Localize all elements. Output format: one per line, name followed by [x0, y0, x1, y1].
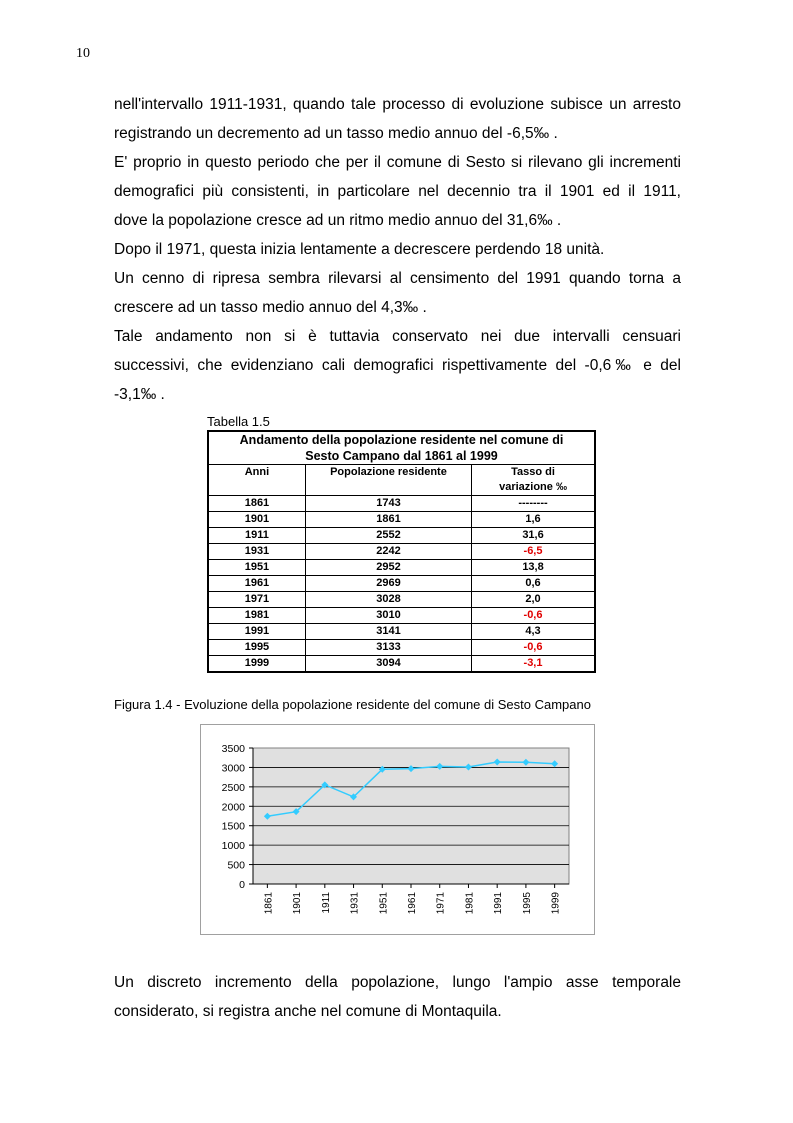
- cell-popolazione: 3141: [305, 624, 471, 640]
- x-tick-label: 1995: [521, 892, 533, 915]
- table-title-line: Sesto Campano dal 1861 al 1999: [305, 449, 498, 463]
- table-title: [208, 431, 595, 465]
- y-tick-label: 0: [239, 879, 245, 891]
- cell-popolazione: 2242: [305, 544, 471, 560]
- cell-anno: 1995: [208, 640, 305, 656]
- cell-popolazione: 3010: [305, 608, 471, 624]
- cell-popolazione: 1743: [305, 496, 471, 512]
- cell-tasso: 0,6: [472, 576, 595, 592]
- closing-paragraph: [114, 968, 681, 1026]
- cell-popolazione: 3094: [305, 656, 471, 673]
- cell-anno: 1911: [208, 528, 305, 544]
- text-line: dove la popolazione cresce ad un ritmo medio annuo del 31,6‰ .: [114, 212, 562, 229]
- population-table: [207, 430, 596, 673]
- y-tick-label: 3500: [221, 743, 245, 755]
- cell-anno: 1861: [208, 496, 305, 512]
- cell-anno: 1901: [208, 512, 305, 528]
- y-tick-label: 2000: [221, 801, 245, 814]
- text-line: considerato, si registra anche nel comune di Montaquila.: [114, 1003, 502, 1020]
- x-tick-label: 1931: [349, 892, 361, 915]
- cell-tasso: -0,6: [472, 608, 595, 624]
- x-tick-label: 1951: [378, 892, 390, 915]
- cell-anno: 1951: [208, 560, 305, 576]
- figure-caption: Figura 1.4 - Evoluzione della popolazione residente del comune di Sesto Campano: [114, 697, 591, 712]
- page-number: 10: [76, 46, 90, 61]
- table-row: [208, 544, 595, 560]
- header-tasso-line: variazione ‰: [499, 481, 567, 493]
- cell-tasso: 2,0: [472, 592, 595, 608]
- text-line: -3,1‰ .: [114, 386, 165, 403]
- cell-anno: 1981: [208, 608, 305, 624]
- cell-popolazione: 3133: [305, 640, 471, 656]
- x-tick-label: 1861: [263, 892, 275, 915]
- table-row: [208, 560, 595, 576]
- table-row: [208, 592, 595, 608]
- cell-anno: 1931: [208, 544, 305, 560]
- header-tasso: [472, 465, 595, 496]
- cell-tasso: 31,6: [472, 528, 595, 544]
- table-header-row: [208, 465, 595, 496]
- y-tick-label: 1000: [221, 840, 245, 853]
- cell-popolazione: 2969: [305, 576, 471, 592]
- table-row: [208, 528, 595, 544]
- cell-anno: 1991: [208, 624, 305, 640]
- table-caption: Tabella 1.5: [207, 414, 270, 429]
- chart-svg: [201, 725, 594, 934]
- x-tick-label: 1901: [292, 892, 304, 915]
- table-row: [208, 576, 595, 592]
- header-tasso-line: Tasso di: [511, 466, 555, 478]
- text-line: successivi, che evidenziano cali demografici rispettivamente del -0,6‰ e del: [114, 357, 681, 374]
- cell-popolazione: 2552: [305, 528, 471, 544]
- table-row: [208, 656, 595, 673]
- cell-tasso: 1,6: [472, 512, 595, 528]
- cell-tasso: 13,8: [472, 560, 595, 576]
- text-line: demografici più consistenti, in particolare nel decennio tra il 1901 ed il 1911,: [114, 183, 681, 200]
- cell-popolazione: 3028: [305, 592, 471, 608]
- cell-popolazione: 1861: [305, 512, 471, 528]
- body-paragraphs: [114, 90, 681, 409]
- x-tick-label: 1961: [407, 892, 418, 915]
- table-row: [208, 640, 595, 656]
- text-line: Un discreto incremento della popolazione, lungo l'ampio asse temporale: [114, 974, 681, 991]
- cell-tasso: -3,1: [472, 656, 595, 673]
- y-tick-label: 1500: [221, 820, 245, 833]
- population-chart: [200, 724, 595, 935]
- cell-tasso: --------: [472, 496, 595, 512]
- x-tick-label: 1971: [435, 892, 447, 915]
- table-title-line: Andamento della popolazione residente nel comune di: [239, 433, 564, 447]
- text-line: Dopo il 1971, questa inizia lentamente a decrescere perdendo 18 unità.: [114, 241, 605, 258]
- cell-anno: 1971: [208, 592, 305, 608]
- text-line: nell'intervallo 1911-1931, quando tale processo di evoluzione subisce un arresto: [114, 96, 681, 113]
- y-tick-label: 2500: [221, 781, 245, 794]
- cell-tasso: -0,6: [472, 640, 595, 656]
- text-line: Tale andamento non si è tuttavia conservato nei due intervalli censuari: [114, 328, 681, 345]
- x-tick-label: 1991: [493, 892, 505, 915]
- header-popolazione: Popolazione residente: [305, 465, 471, 496]
- table-row: [208, 496, 595, 512]
- text-line: registrando un decremento ad un tasso medio annuo del -6,5‰ .: [114, 125, 558, 142]
- text-line: E' proprio in questo periodo che per il comune di Sesto si rilevano gli incrementi: [114, 154, 681, 171]
- table-row: [208, 512, 595, 528]
- text-line: crescere ad un tasso medio annuo del 4,3‰ .: [114, 299, 427, 316]
- x-tick-label: 1911: [320, 892, 332, 914]
- cell-anno: 1999: [208, 656, 305, 673]
- table-row: [208, 608, 595, 624]
- x-tick-label: 1999: [550, 892, 562, 915]
- cell-tasso: -6,5: [472, 544, 595, 560]
- header-anni: Anni: [208, 465, 305, 496]
- table-row: [208, 624, 595, 640]
- x-tick-label: 1981: [464, 892, 476, 915]
- text-line: Un cenno di ripresa sembra rilevarsi al censimento del 1991 quando torna a: [114, 270, 681, 287]
- cell-popolazione: 2952: [305, 560, 471, 576]
- y-tick-label: 500: [227, 859, 245, 872]
- y-tick-label: 3000: [221, 762, 245, 775]
- cell-anno: 1961: [208, 576, 305, 592]
- cell-tasso: 4,3: [472, 624, 595, 640]
